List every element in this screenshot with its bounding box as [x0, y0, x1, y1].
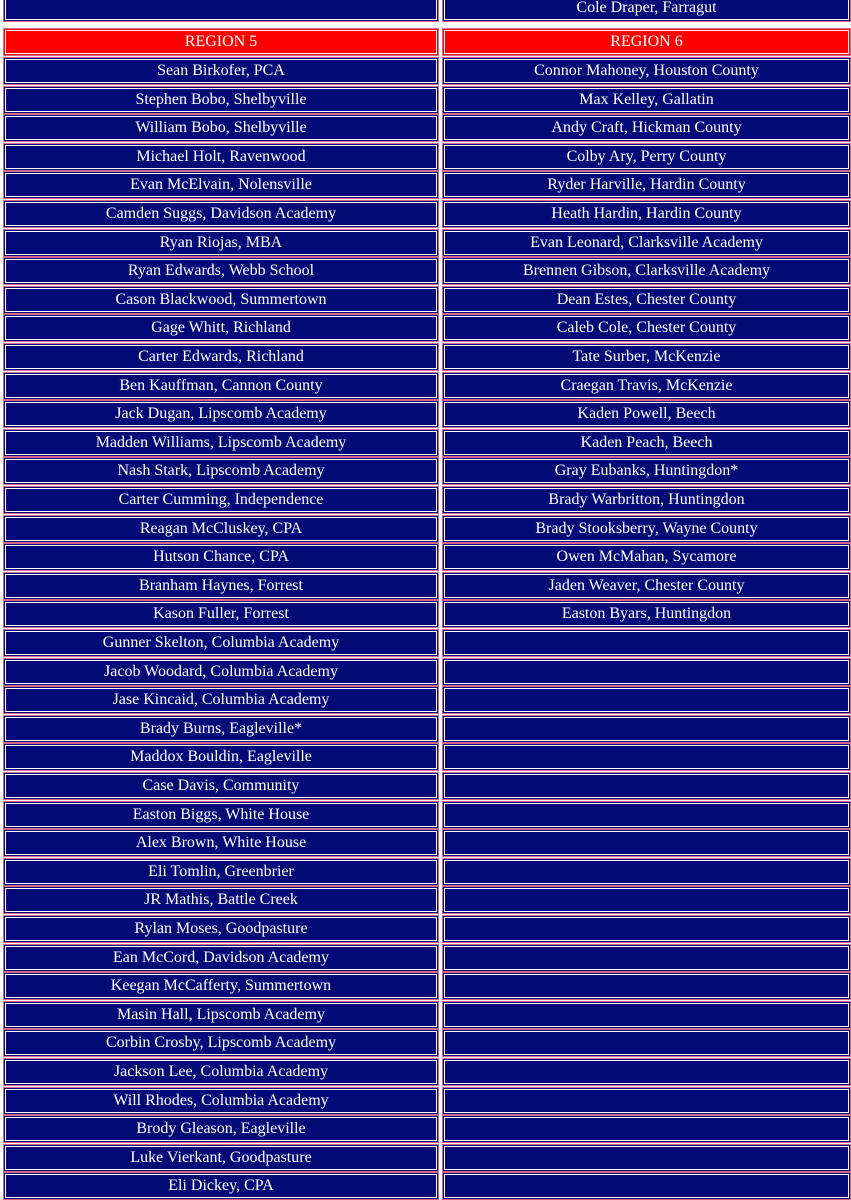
- empty-cell: [442, 658, 851, 686]
- region6-player-cell: Evan Leonard, Clarksville Academy: [442, 229, 851, 257]
- table-row: [0, 1172, 851, 1200]
- region6-player-cell: Heath Hardin, Hardin County: [442, 200, 851, 228]
- table-row: [0, 543, 851, 571]
- region5-player-cell: William Bobo, Shelbyville: [3, 114, 439, 142]
- empty-cell-top-left: [3, 0, 439, 22]
- table-row: [0, 114, 851, 142]
- table-row: [0, 457, 851, 485]
- table-row: [0, 858, 851, 886]
- table-row: [0, 314, 851, 342]
- region5-player-cell: Ryan Riojas, MBA: [3, 229, 439, 257]
- table-row: [0, 658, 851, 686]
- empty-cell: [442, 886, 851, 914]
- table-row: [0, 629, 851, 657]
- region6-player-cell: Gray Eubanks, Huntingdon*: [442, 457, 851, 485]
- table-row: [0, 57, 851, 85]
- region6-player-cell: Owen McMahan, Sycamore: [442, 543, 851, 571]
- region6-player-cell: Craegan Travis, McKenzie: [442, 372, 851, 400]
- region5-player-cell: Kason Fuller, Forrest: [3, 600, 439, 628]
- empty-cell: [442, 858, 851, 886]
- empty-cell: [442, 972, 851, 1000]
- region5-player-cell: Hutson Chance, CPA: [3, 543, 439, 571]
- region5-player-cell: Jase Kincaid, Columbia Academy: [3, 686, 439, 714]
- region5-player-cell: Ryan Edwards, Webb School: [3, 257, 439, 285]
- region5-player-cell: Nash Stark, Lipscomb Academy: [3, 457, 439, 485]
- table-row: [0, 686, 851, 714]
- region5-player-cell: Ean McCord, Davidson Academy: [3, 944, 439, 972]
- table-row: [0, 372, 851, 400]
- region5-player-cell: Carter Edwards, Richland: [3, 343, 439, 371]
- table-row: [0, 1115, 851, 1143]
- region5-player-cell: Reagan McCluskey, CPA: [3, 515, 439, 543]
- table-row: [0, 1001, 851, 1029]
- region6-player-cell: Brady Warbritton, Huntingdon: [442, 486, 851, 514]
- region5-player-cell: Jack Dugan, Lipscomb Academy: [3, 400, 439, 428]
- empty-cell: [442, 829, 851, 857]
- region5-player-cell: Gunner Skelton, Columbia Academy: [3, 629, 439, 657]
- table-row: [0, 515, 851, 543]
- table-row-top: [0, 0, 851, 22]
- empty-cell: [442, 944, 851, 972]
- region5-player-cell: Brody Gleason, Eagleville: [3, 1115, 439, 1143]
- empty-cell: [442, 915, 851, 943]
- table-row: [0, 1087, 851, 1115]
- table-row: [0, 343, 851, 371]
- region6-header: REGION 6: [442, 28, 851, 56]
- table-row: [0, 400, 851, 428]
- region5-player-cell: Jacob Woodard, Columbia Academy: [3, 658, 439, 686]
- region5-player-cell: Camden Suggs, Davidson Academy: [3, 200, 439, 228]
- region6-player-cell: Ryder Harville, Hardin County: [442, 171, 851, 199]
- table-row: [0, 600, 851, 628]
- region6-player-cell: Colby Ary, Perry County: [442, 143, 851, 171]
- region5-player-cell: Keegan McCafferty, Summertown: [3, 972, 439, 1000]
- empty-cell: [442, 686, 851, 714]
- region5-player-cell: Case Davis, Community: [3, 772, 439, 800]
- table-row: [0, 743, 851, 771]
- region5-player-cell: Ben Kauffman, Cannon County: [3, 372, 439, 400]
- empty-cell: [442, 629, 851, 657]
- table-row: [0, 886, 851, 914]
- empty-cell: [442, 1058, 851, 1086]
- region6-player-cell: Jaden Weaver, Chester County: [442, 572, 851, 600]
- region6-player-cell: Kaden Powell, Beech: [442, 400, 851, 428]
- empty-cell: [442, 1115, 851, 1143]
- table-row: [0, 86, 851, 114]
- region5-player-cell: Cason Blackwood, Summertown: [3, 286, 439, 314]
- region5-player-cell: Carter Cumming, Independence: [3, 486, 439, 514]
- table-row: [0, 915, 851, 943]
- region5-player-cell: Masin Hall, Lipscomb Academy: [3, 1001, 439, 1029]
- table-row: [0, 229, 851, 257]
- region6-player-cell: Kaden Peach, Beech: [442, 429, 851, 457]
- empty-cell: [442, 1029, 851, 1057]
- region5-player-cell: Branham Haynes, Forrest: [3, 572, 439, 600]
- table-row: [0, 972, 851, 1000]
- table-row: [0, 1144, 851, 1172]
- table-row: [0, 715, 851, 743]
- table-row: [0, 429, 851, 457]
- region5-player-cell: Michael Holt, Ravenwood: [3, 143, 439, 171]
- region5-player-cell: Corbin Crosby, Lipscomb Academy: [3, 1029, 439, 1057]
- cell-top-right: Cole Draper, Farragut: [442, 0, 851, 22]
- table-row: [0, 572, 851, 600]
- table-row: [0, 200, 851, 228]
- table-row: [0, 143, 851, 171]
- region6-player-cell: Dean Estes, Chester County: [442, 286, 851, 314]
- region5-player-cell: Easton Biggs, White House: [3, 801, 439, 829]
- region5-player-cell: Eli Tomlin, Greenbrier: [3, 858, 439, 886]
- region5-header: REGION 5: [3, 28, 439, 56]
- region5-player-cell: Madden Williams, Lipscomb Academy: [3, 429, 439, 457]
- table-row: [0, 801, 851, 829]
- region5-player-cell: Eli Dickey, CPA: [3, 1172, 439, 1200]
- region6-player-cell: Andy Craft, Hickman County: [442, 114, 851, 142]
- region5-player-cell: Will Rhodes, Columbia Academy: [3, 1087, 439, 1115]
- empty-cell: [442, 1172, 851, 1200]
- region6-player-cell: Connor Mahoney, Houston County: [442, 57, 851, 85]
- table-header-row: [0, 28, 851, 56]
- empty-cell: [442, 743, 851, 771]
- region5-player-cell: Alex Brown, White House: [3, 829, 439, 857]
- region5-player-cell: Stephen Bobo, Shelbyville: [3, 86, 439, 114]
- region5-player-cell: Jackson Lee, Columbia Academy: [3, 1058, 439, 1086]
- empty-cell: [442, 772, 851, 800]
- table-row: [0, 772, 851, 800]
- empty-cell: [442, 1144, 851, 1172]
- region5-player-cell: Gage Whitt, Richland: [3, 314, 439, 342]
- region5-player-cell: Maddox Bouldin, Eagleville: [3, 743, 439, 771]
- empty-cell: [442, 801, 851, 829]
- region5-player-cell: Brady Burns, Eagleville*: [3, 715, 439, 743]
- empty-cell: [442, 1087, 851, 1115]
- region6-player-cell: Tate Surber, McKenzie: [442, 343, 851, 371]
- table-row: [0, 944, 851, 972]
- table-row: [0, 1058, 851, 1086]
- table-row: [0, 171, 851, 199]
- empty-cell: [442, 715, 851, 743]
- region6-player-cell: Caleb Cole, Chester County: [442, 314, 851, 342]
- table-row: [0, 486, 851, 514]
- region5-player-cell: Evan McElvain, Nolensville: [3, 171, 439, 199]
- region6-player-cell: Brady Stooksberry, Wayne County: [442, 515, 851, 543]
- region5-player-cell: JR Mathis, Battle Creek: [3, 886, 439, 914]
- table-row: [0, 1029, 851, 1057]
- region6-player-cell: Max Kelley, Gallatin: [442, 86, 851, 114]
- region5-player-cell: Rylan Moses, Goodpasture: [3, 915, 439, 943]
- region6-player-cell: Brennen Gibson, Clarksville Academy: [442, 257, 851, 285]
- table-row: [0, 257, 851, 285]
- region5-player-cell: Sean Birkofer, PCA: [3, 57, 439, 85]
- table-row: [0, 829, 851, 857]
- region5-player-cell: Luke Vierkant, Goodpasture: [3, 1144, 439, 1172]
- table-row: [0, 286, 851, 314]
- region6-player-cell: Easton Byars, Huntingdon: [442, 600, 851, 628]
- empty-cell: [442, 1001, 851, 1029]
